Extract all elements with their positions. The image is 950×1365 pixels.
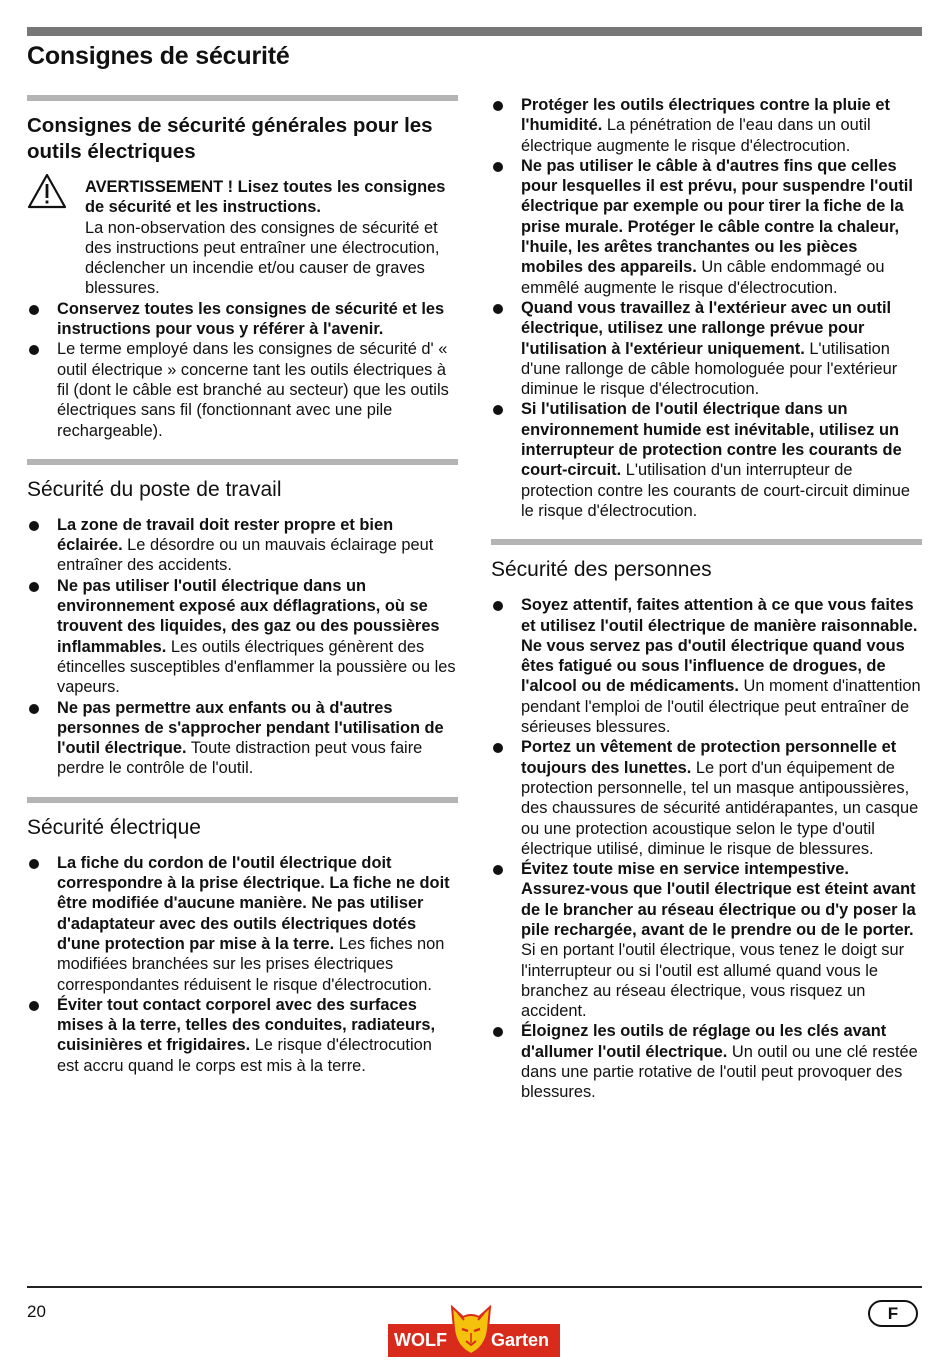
section-divider [491,539,922,545]
warning-block [27,177,458,299]
list-item: Éloignez les outils de réglage ou les clés avant d'allumer l'outil électrique. Un outil ou une clé restée dans une partie rotative de l'outil peut provoquer des blessures. [491,1021,922,1102]
page-title: Consignes de sécurité [27,42,290,70]
section-divider [27,95,458,101]
section-heading-persons: Sécurité des personnes [491,558,712,582]
wolf-garten-logo [388,1305,560,1357]
list-item: Conservez toutes les consignes de sécurité et les instructions pour vous y référer à l'avenir. [27,299,458,340]
list-item: Ne pas utiliser l'outil électrique dans un environnement exposé aux déflagrations, où se trouvent des liquides, des gaz ou des poussières inflammables. Les outils électriques génèrent des étincelles susceptibles d'enflammer la poussière ou les vapeurs. [27,576,458,698]
electrical-list [27,853,458,1076]
section-heading-workplace: Sécurité du poste de travail [27,477,282,501]
warning-text: La non-observation des consignes de sécurité et des instructions peut entraîner une électrocution, déclencher un incendie et/ou causer de graves blessures. [85,218,440,298]
footer-rule [27,1286,922,1288]
list-item: Si l'utilisation de l'outil électrique dans un environnement humide est inévitable, utilisez un interrupteur de protection contre les courants de court-circuit. L'utilisation d'un interrupteur de protection contre les courants de court-circuit diminue le risque d'électrocution. [491,399,922,521]
list-item: Soyez attentif, faites attention à ce que vous faites et utilisez l'outil électrique de manière raisonnable. Ne vous servez pas d'outil électrique quand vous êtes fatigué ou sous l'influence de drogues, de l'alcool ou de médicaments. Un moment d'inattention pendant l'emploi de l'outil électrique peut entraîner de sérieuses blessures. [491,595,922,737]
list-item: Ne pas utiliser le câble à d'autres fins que celles pour lesquelles il est prévu, pour suspendre l'outil électrique par exemple ou pour tirer la fiche de la prise murale. Protéger le câble contre la chaleur, l'huile, les arêtes tranchantes ou les pièces mobiles des appareils. Un câble endommagé ou emmêlé augmente le risque d'électrocution. [491,156,922,298]
section-general [27,95,458,441]
list-item: Ne pas permettre aux enfants ou à d'autres personnes de s'approcher pendant l'utilisation de l'outil électrique. Toute distraction peut vous faire perdre le contrôle de l'outil. [27,698,458,779]
section-electrical-continued [491,95,922,521]
logo-text-garten: Garten [491,1330,550,1350]
warning-title: AVERTISSEMENT ! Lisez toutes les consignes de sécurité et les instructions. [85,178,446,217]
section-persons [491,539,922,1102]
top-rule [27,27,922,36]
list-item: Portez un vêtement de protection personnelle et toujours des lunettes. Le port d'un équipement de protection personnelle, tel un masque antipoussières, des chaussures de sécurité antidérapantes, un casque ou une protection acoustique selon le type d'outil électrique utilisé, diminue le risque de blessures. [491,737,922,859]
section-heading-electrical: Sécurité électrique [27,815,201,839]
logo-text-wolf: WOLF [394,1330,447,1350]
list-item: Le terme employé dans les consignes de sécurité d' « outil électrique » concerne tant les outils électriques à fil (dont le câble est branché au secteur) que les outils électriques sans fil (fonctionnant avec une pile rechargeable). [27,339,458,440]
section-divider [27,797,458,803]
section-electrical [27,797,458,1076]
list-item: La zone de travail doit rester propre et bien éclairée. Le désordre ou un mauvais éclairage peut entraîner des accidents. [27,515,458,576]
section-workplace [27,459,458,779]
list-item: Protéger les outils électriques contre la pluie et l'humidité. La pénétration de l'eau dans un outil électrique augmente le risque d'électrocution. [491,95,922,156]
persons-list [491,595,922,1102]
list-item: Évitez toute mise en service intempestive. Assurez-vous que l'outil électrique est éteint avant de le brancher au réseau électrique ou d'y poser la pile rechargée, avant de le prendre ou de le porter. Si en portant l'outil électrique, vous tenez le doigt sur l'interrupteur ou si l'outil est allumé quand vous le branchez au réseau électrique, vous risquez un accident. [491,859,922,1021]
section-divider [27,459,458,465]
electrical-cont-list [491,95,922,521]
list-item: La fiche du cordon de l'outil électrique doit correspondre à la prise électrique. La fiche ne doit être modifiée d'aucune manière. Ne pas utiliser d'adaptateur avec des outils électriques dotés d'une protection par mise à la terre. Les fiches non modifiées branchées sur les prises électriques correspondantes réduisent le risque d'électrocution. [27,853,458,995]
list-item: Éviter tout contact corporel avec des surfaces mises à la terre, telles des conduites, radiateurs, cuisinières et frigidaires. Le risque d'électrocution est accru quand le corps est mis à la terre. [27,995,458,1076]
workplace-list [27,515,458,779]
wolf-head-icon [448,1305,494,1355]
language-badge: F [868,1300,918,1327]
page-number: 20 [27,1302,46,1321]
general-list [27,299,458,441]
list-item: Quand vous travaillez à l'extérieur avec un outil électrique, utilisez une rallonge prévue pour l'utilisation à l'extérieur uniquement. L'utilisation d'une rallonge de câble homologuée pour l'extérieur diminue le risque d'électrocution. [491,298,922,399]
warning-triangle-icon [27,173,67,209]
right-column [491,95,922,1103]
left-column [27,95,458,1076]
section-heading-general: Consignes de sécurité générales pour les outils électriques [27,114,433,163]
